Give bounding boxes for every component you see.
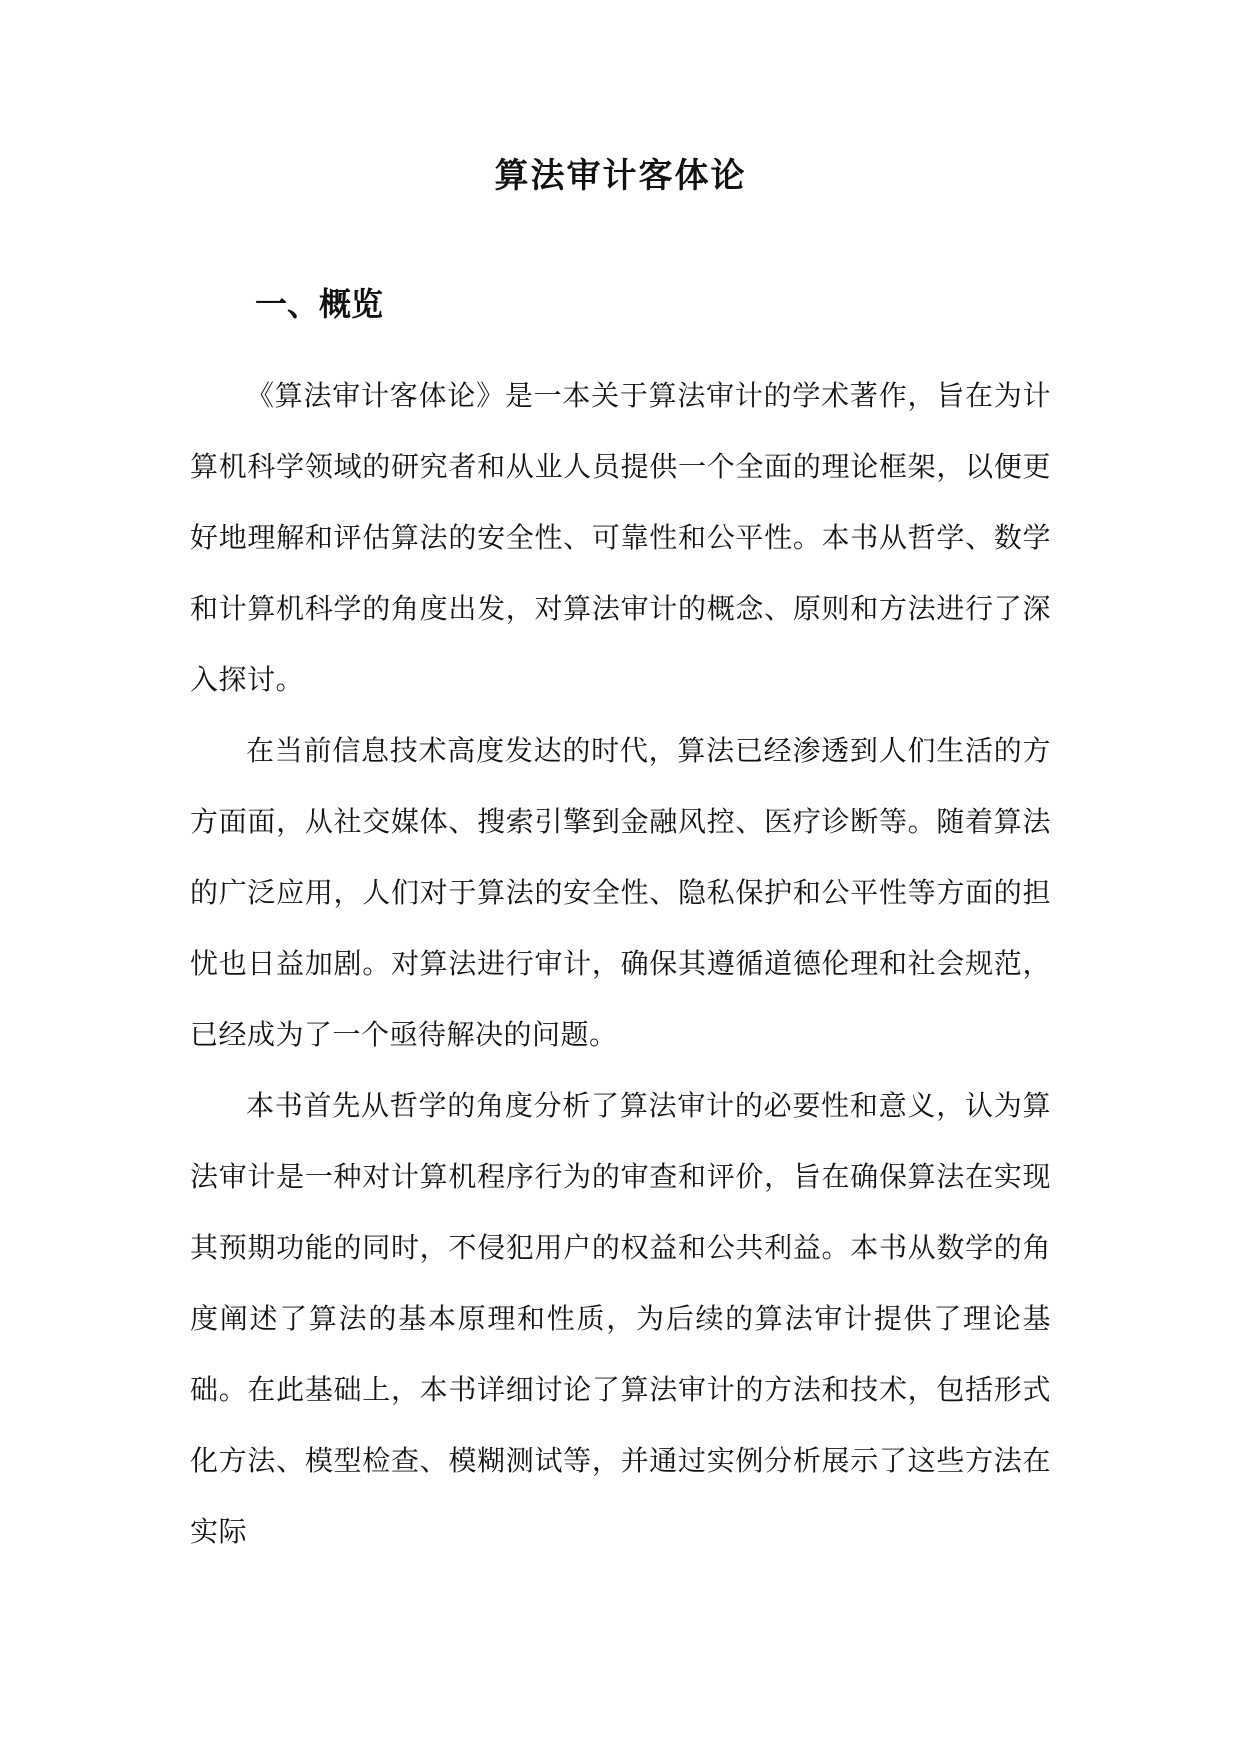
document-title: 算法审计客体论	[494, 156, 747, 196]
paragraph-3: 本书首先从哲学的角度分析了算法审计的必要性和意义，认为算法审计是一种对计算机程序行为的审查和评价，旨在确保算法在实现其预期功能的同时，不侵犯用户的权益和公共利益。本书从数学的角度阐述了算法的基本原理和性质，为后续的算法审计提供了理论基础。在此基础上，本书详细讨论了算法审计的方法和技术，包括形式化方法、模型检查、模糊测试等，并通过实例分析展示了这些方法在实际	[190, 1089, 1051, 1548]
paragraph-2: 在当前信息技术高度发达的时代，算法已经渗透到人们生活的方方面面，从社交媒体、搜索引擎到金融风控、医疗诊断等。随着算法的广泛应用，人们对于算法的安全性、隐私保护和公平性等方面的担忧也日益加剧。对算法进行审计，确保其遵循道德伦理和社会规范，已经成为了一个亟待解决的问题。	[190, 734, 1051, 1051]
paragraph-1: 《算法审计客体论》是一本关于算法审计的学术著作，旨在为计算机科学领域的研究者和从业人员提供一个全面的理论框架，以便更好地理解和评估算法的安全性、可靠性和公平性。本书从哲学、数学和计算机科学的角度出发，对算法审计的概念、原则和方法进行了深入探讨。	[190, 379, 1051, 696]
section-heading: 一、概览	[255, 285, 384, 323]
body-text	[190, 360, 1051, 1567]
